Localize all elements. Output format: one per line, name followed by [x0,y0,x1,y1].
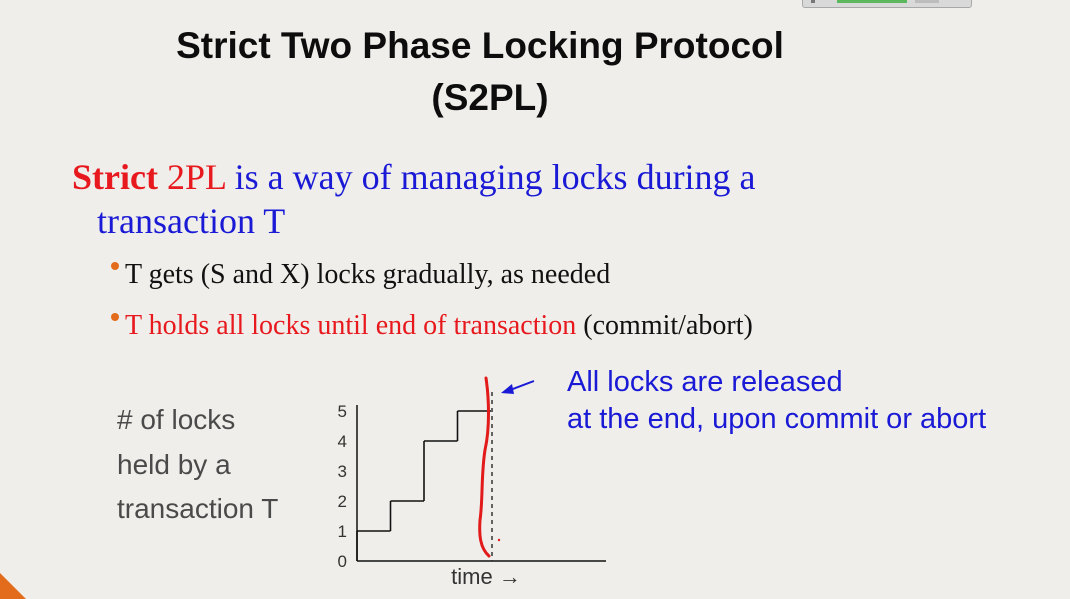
bullet-red-text: T holds all locks until end of transaction [125,310,577,341]
red-annotation-stroke [480,378,489,556]
y-tick-label: 2 [337,492,347,511]
y-tick-label: 4 [337,432,347,451]
y-tick-label: 5 [337,402,347,421]
bullet-text: (commit/abort) [576,310,753,341]
y-tick-label: 1 [337,522,347,541]
red-annotation-dot [498,539,500,541]
note-line: All locks are released [567,366,843,398]
title-line-1: Strict Two Phase Locking Protocol [176,25,784,66]
x-axis-label: time → [451,564,521,589]
side-label-line: # of locks [117,404,236,435]
side-label-line: transaction T [117,493,279,524]
intro-strict-word: Strict [72,157,158,197]
title-line-2: (S2PL) [431,77,549,118]
intro-text-line-1: is a way of managing locks during a [225,157,756,197]
intro-text-line-2: transaction T [97,201,286,241]
intro-2pl-word: 2PL [157,157,226,197]
y-tick-label: 3 [337,462,347,481]
note-line: at the end, upon commit or abort [567,403,987,435]
arrow-head-icon [501,384,514,394]
side-label-line: held by a [117,448,231,480]
y-tick-label: 0 [337,552,347,571]
bullet-text: T gets (S and X) locks gradually, as needed [125,259,611,290]
